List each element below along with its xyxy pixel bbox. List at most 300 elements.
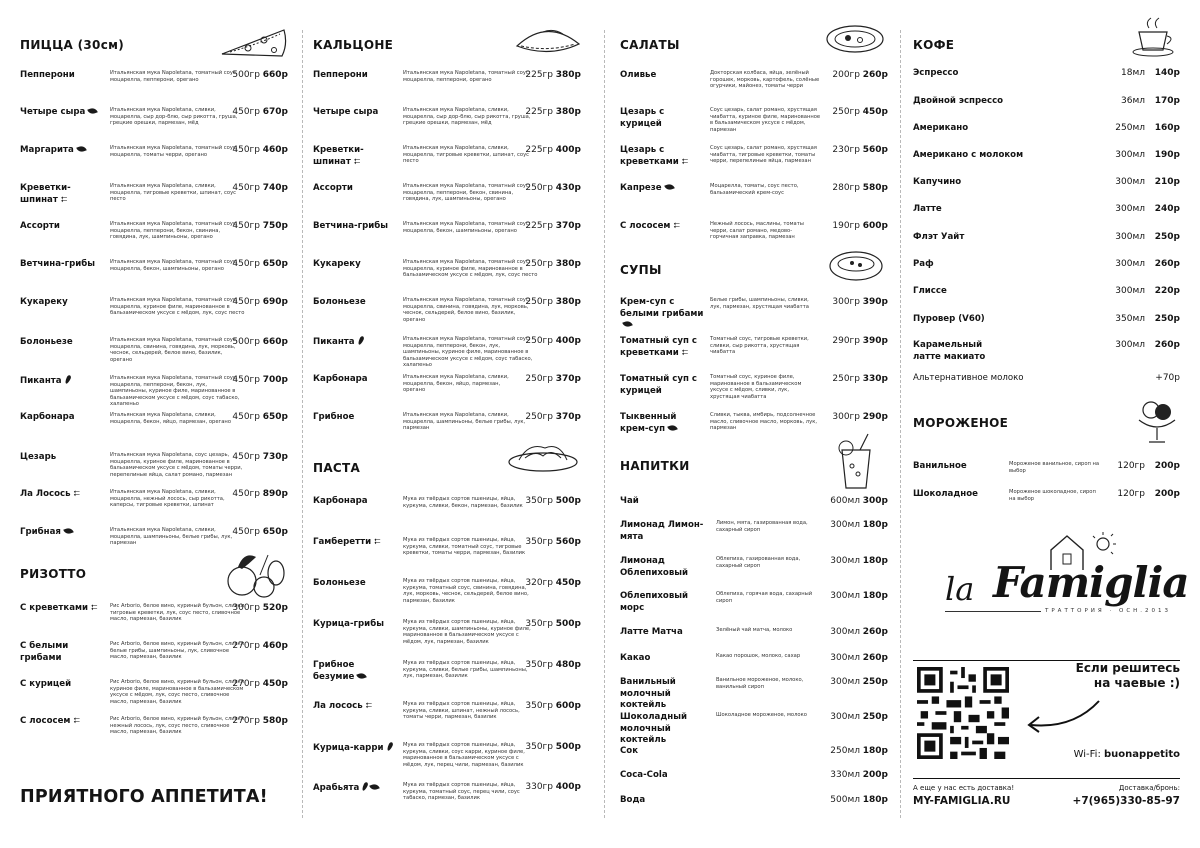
calzone-illustration-icon bbox=[513, 22, 583, 60]
item-weight: 300мл bbox=[1115, 286, 1145, 296]
menu-item bbox=[913, 150, 1180, 176]
menu-item bbox=[913, 340, 1180, 366]
item-price: 330р bbox=[862, 374, 888, 384]
item-weight: 18мл bbox=[1121, 68, 1145, 78]
item-name: Шоколадный молочный коктейль bbox=[620, 712, 688, 745]
item-description: Шоколадное мороженое, молоко bbox=[716, 712, 807, 718]
item-name: Тыквенный крем-суп bbox=[620, 412, 677, 434]
item-name: Сок bbox=[620, 746, 639, 756]
menu-item bbox=[313, 619, 581, 653]
farewell-heading: ПРИЯТНОГО АППЕТИТА! bbox=[20, 787, 268, 807]
item-weight: 300мл bbox=[1115, 340, 1145, 350]
phone-number[interactable]: +7(965)330-85-97 bbox=[1072, 795, 1180, 807]
item-price: 250р bbox=[1154, 232, 1180, 242]
menu-column-salads-soups-drinks bbox=[620, 0, 888, 848]
item-price: 250р bbox=[1154, 314, 1180, 324]
item-name: Цезарь bbox=[20, 452, 57, 462]
item-description: Итальянская мука Napoletana, томатный соус, моцарелла, бекон, шампиньоны, орегано bbox=[110, 259, 238, 272]
item-weight: 300мл bbox=[830, 591, 860, 601]
item-description: Рис Arborio, белое вино, куриный бульон, сливки, тигровые креветки, лук, соус песто, сливочное масло, пармезан, базилик bbox=[110, 603, 246, 622]
seafood-fish-icon: ⮄ bbox=[73, 489, 80, 498]
section-title-calzone: КАЛЬЦОНЕ bbox=[313, 38, 394, 52]
item-description: Итальянская мука Napoletana, сливки, моцарелла, тигровые креветки, шпинат, соус песто bbox=[403, 145, 530, 164]
item-name: Шоколадное bbox=[913, 489, 978, 499]
menu-item bbox=[620, 145, 888, 179]
seafood-fish-icon: ⮄ bbox=[365, 701, 373, 710]
item-price: 690р bbox=[262, 297, 288, 307]
item-weight: 250гр bbox=[525, 412, 553, 422]
item-weight: 36мл bbox=[1121, 96, 1145, 106]
item-name: Томатный суп с креветками ⮄ bbox=[620, 336, 698, 358]
item-weight: 350гр bbox=[525, 496, 553, 506]
item-weight: 350гр bbox=[525, 537, 553, 547]
item-price: 560р bbox=[862, 145, 888, 155]
item-name: С белыми грибами bbox=[20, 641, 69, 663]
item-description: Итальянская мука Napoletana, томатный соус, моцарелла, пепперони, орегано bbox=[403, 70, 531, 83]
item-weight: 450гр bbox=[232, 145, 260, 155]
item-price: 370р bbox=[555, 374, 581, 384]
delivery-note: А еще у нас есть доставка! bbox=[913, 784, 1015, 792]
item-description: Итальянская мука Napoletana, сливки, моцарелла, сыр дор-блю, сыр рикотта, груша, грецкие орешки, пармезан, мёд bbox=[403, 107, 531, 126]
item-price: 140р bbox=[1154, 68, 1180, 78]
item-weight: 270гр bbox=[232, 641, 260, 651]
item-description: Итальянская мука Napoletana, томатный соус, моцарелла, пепперони, орегано bbox=[110, 70, 238, 83]
vegetarian-leaf-icon bbox=[664, 183, 675, 192]
item-price: 380р bbox=[555, 70, 581, 80]
item-weight: 300мл bbox=[830, 712, 860, 722]
item-price: 700р bbox=[262, 375, 288, 385]
menu-item bbox=[913, 259, 1180, 285]
item-description: Мука из твёрдых сортов пшеницы, яйца, куркума, томатный соус, перец чили, соус табаско, пармезан, базилик bbox=[403, 782, 520, 801]
item-description: Итальянская мука Napoletana, сливки, моцарелла, сыр дор-блю, сыр рикотта, груша, грецкие орешки, пармезан, мёд bbox=[110, 107, 238, 126]
menu-item bbox=[620, 336, 888, 370]
menu-item bbox=[20, 337, 288, 371]
item-name: Грибное безумие bbox=[313, 660, 375, 683]
item-name: Пиканта bbox=[20, 375, 112, 388]
item-weight: 500мл bbox=[830, 795, 860, 805]
vegetarian-leaf-icon bbox=[370, 783, 381, 792]
item-price: 430р bbox=[555, 183, 581, 193]
wifi-info bbox=[1074, 749, 1180, 760]
item-description: Мука из твёрдых сортов пшеницы, яйца, куркума, томатный соус, свинина, говядина, лук, морковь, чеснок, сельдерей, белое вино, пармезан, базилик bbox=[403, 578, 529, 604]
item-description: Облепиха, газированная вода, сахарный сироп bbox=[716, 556, 801, 569]
item-price: 450р bbox=[555, 578, 581, 588]
item-description: Итальянская мука Napoletana, томатный соус, моцарелла, свинина, говядина, лук, морковь, чеснок, сельдерей, белое вино, базилик, орегано bbox=[110, 337, 238, 363]
seafood-fish-icon: ⮄ bbox=[681, 347, 689, 357]
item-price: +70р bbox=[1155, 373, 1180, 383]
item-name: Крем-суп с белыми грибами bbox=[620, 297, 706, 332]
item-price: 160р bbox=[1154, 123, 1180, 133]
item-weight: 350гр bbox=[525, 742, 553, 752]
item-weight: 450гр bbox=[232, 527, 260, 537]
spicy-chili-icon bbox=[362, 782, 369, 792]
item-name: Чай bbox=[620, 496, 639, 506]
item-description: Мука из твёрдых сортов пшеницы, яйца, куркума, сливки, шпинат, нежный лосось, томаты черри, пармезан, базилик bbox=[403, 701, 520, 720]
item-weight: 320гр bbox=[525, 578, 553, 588]
column-divider bbox=[302, 30, 303, 818]
item-price: 300р bbox=[862, 496, 888, 506]
item-name: Болоньезе bbox=[20, 337, 73, 347]
item-price: 650р bbox=[262, 412, 288, 422]
item-price: 650р bbox=[262, 259, 288, 269]
item-description: Итальянская мука Napoletana, томатный соус, моцарелла, куриное филе, маринованное в бальзамическом уксусе с мёдом, лук, соус песто bbox=[403, 259, 538, 278]
item-name: Болоньезе bbox=[313, 297, 366, 307]
item-weight: 225гр bbox=[525, 145, 553, 155]
item-name: Двойной эспрессо bbox=[913, 96, 1004, 106]
item-description: Итальянская мука Napoletana, томатный соус, моцарелла, пепперони, бекон, свинина, говядина, лук, шампиньоны, орегано bbox=[110, 221, 238, 240]
item-description: Облепиха, горячая вода, сахарный сироп bbox=[716, 591, 813, 604]
item-name: Пепперони bbox=[20, 70, 75, 80]
coffee-cup-icon bbox=[1129, 14, 1181, 58]
item-name: Лимонад Лимон-мята bbox=[620, 520, 704, 542]
item-name: Карбонара bbox=[20, 412, 75, 422]
item-price: 580р bbox=[262, 716, 288, 726]
item-name: Маргарита bbox=[20, 145, 112, 157]
menu-item bbox=[20, 452, 288, 486]
item-description: Рис Arborio, белое вино, куриный бульон, сливки, куриное филе, маринованное в бальзамическом уксусе с мёдом, лук, соус песто, сливочное масло, пармезан, базилик bbox=[110, 679, 246, 705]
menu-item bbox=[20, 70, 288, 104]
item-weight: 300мл bbox=[830, 520, 860, 530]
menu-item bbox=[913, 96, 1180, 122]
menu-item bbox=[313, 374, 581, 408]
item-weight: 450гр bbox=[232, 375, 260, 385]
item-name: Ванильное bbox=[913, 461, 967, 471]
section-title-drinks: НАПИТКИ bbox=[620, 459, 690, 473]
menu-item bbox=[20, 107, 288, 141]
item-price: 650р bbox=[262, 527, 288, 537]
seafood-fish-icon: ⮄ bbox=[73, 716, 80, 725]
item-description: Нежный лосось, маслины, томаты черри, салат романо, медово-горчичная заправка, пармезан bbox=[710, 221, 804, 240]
item-name: Гамберетти ⮄ bbox=[313, 537, 381, 547]
logo-underline bbox=[945, 611, 1041, 612]
logo-text-famiglia: Famiglia bbox=[993, 558, 1189, 607]
menu-item bbox=[313, 701, 581, 735]
item-name: Пепперони bbox=[313, 70, 368, 80]
section-title-coffee: КОФЕ bbox=[913, 38, 955, 52]
item-weight: 270гр bbox=[232, 716, 260, 726]
item-weight: 300мл bbox=[830, 556, 860, 566]
menu-item bbox=[20, 297, 288, 331]
menu-item bbox=[913, 489, 1180, 519]
item-weight: 300гр bbox=[832, 297, 860, 307]
item-price: 210р bbox=[1154, 177, 1180, 187]
item-name: Латте bbox=[913, 204, 942, 214]
item-price: 750р bbox=[262, 221, 288, 231]
menu-item bbox=[620, 520, 888, 554]
pasta-plate-icon bbox=[505, 438, 581, 474]
item-weight: 300гр bbox=[232, 603, 260, 613]
item-weight: 250гр bbox=[525, 183, 553, 193]
tip-message: Если решитесь на чаевые :) bbox=[1075, 661, 1180, 690]
menu-item bbox=[313, 297, 581, 331]
menu-item bbox=[20, 412, 288, 446]
item-name: Вода bbox=[620, 795, 646, 805]
menu-column-calzone-pasta bbox=[313, 0, 581, 848]
item-name: С лососем ⮄ bbox=[20, 716, 80, 726]
item-name: Карамельный латте макиато bbox=[913, 340, 986, 362]
item-price: 370р bbox=[555, 221, 581, 231]
item-weight: 300мл bbox=[830, 653, 860, 663]
item-description: Какао порошок, молоко, сахар bbox=[716, 653, 801, 659]
item-name: Глиссе bbox=[913, 286, 947, 296]
item-weight: 450гр bbox=[232, 259, 260, 269]
item-weight: 200гр bbox=[832, 70, 860, 80]
item-name: Грибное bbox=[313, 412, 355, 422]
salad-bowl-icon bbox=[824, 22, 886, 56]
item-weight: 250мл bbox=[830, 746, 860, 756]
item-price: 390р bbox=[862, 297, 888, 307]
item-price: 660р bbox=[262, 337, 288, 347]
item-weight: 350гр bbox=[525, 619, 553, 629]
item-name: Ла лосось ⮄ bbox=[313, 701, 373, 711]
section-title-pizza: ПИЦЦА (30см) bbox=[20, 38, 125, 52]
menu-item bbox=[313, 107, 581, 141]
item-price: 240р bbox=[1154, 204, 1180, 214]
item-description: Итальянская мука Napoletana, сливки, моцарелла, бекон, яйцо, пармезан, орегано bbox=[403, 374, 509, 393]
menu-item bbox=[620, 183, 888, 217]
seafood-fish-icon: ⮄ bbox=[353, 156, 361, 166]
item-name: Пуровер (V60) bbox=[913, 314, 985, 324]
logo-text-la: la bbox=[945, 570, 975, 608]
item-weight: 450гр bbox=[232, 412, 260, 422]
booking-label: Доставка/бронь: bbox=[1118, 784, 1180, 792]
seafood-fish-icon: ⮄ bbox=[374, 537, 381, 546]
item-name: Цезарь с курицей bbox=[620, 107, 665, 129]
menu-item bbox=[313, 660, 581, 694]
item-weight: 300мл bbox=[1115, 204, 1145, 214]
menu-item bbox=[313, 145, 581, 179]
menu-item bbox=[620, 795, 888, 829]
item-description: Мука из твёрдых сортов пшеницы, яйца, куркума, сливки, томатный соус, тигровые креветки, томаты черри, пармезан, базилик bbox=[403, 537, 526, 556]
item-name: С лососем ⮄ bbox=[620, 221, 680, 231]
item-weight: 230гр bbox=[832, 145, 860, 155]
tips-qr-block bbox=[913, 660, 1180, 770]
item-weight: 300мл bbox=[1115, 232, 1145, 242]
logo-subtitle: ТРАТТОРИЯ · ОСН.2013 bbox=[1045, 608, 1172, 614]
item-price: 400р bbox=[555, 145, 581, 155]
item-description: Итальянская мука Napoletana, сливки, моцарелла, тигровые креветки, шпинат, соус песто bbox=[110, 183, 237, 202]
item-price: 200р bbox=[862, 770, 888, 780]
menu-item bbox=[20, 489, 288, 523]
menu-item bbox=[20, 259, 288, 293]
menu-column-pizza-risotto bbox=[20, 0, 288, 848]
menu-item bbox=[620, 70, 888, 104]
menu-item bbox=[913, 286, 1180, 312]
item-weight: 250гр bbox=[525, 374, 553, 384]
item-weight: 250мл bbox=[1115, 123, 1145, 133]
item-description: Итальянская мука Napoletana, сливки, моцарелла, бекон, яйцо, пармезан, орегано bbox=[110, 412, 231, 425]
seafood-fish-icon: ⮄ bbox=[681, 156, 689, 166]
item-price: 670р bbox=[262, 107, 288, 117]
item-name: Ассорти bbox=[20, 221, 60, 231]
website-link[interactable]: MY-FAMIGLIA.RU bbox=[913, 795, 1011, 807]
item-name: Американо bbox=[913, 123, 969, 133]
column-divider bbox=[900, 30, 901, 818]
item-name: Ла Лосось ⮄ bbox=[20, 489, 80, 499]
item-weight: 190гр bbox=[832, 221, 860, 231]
menu-item bbox=[913, 232, 1180, 258]
item-weight: 350гр bbox=[525, 660, 553, 670]
item-price: 370р bbox=[555, 412, 581, 422]
soup-bowl-icon bbox=[826, 246, 886, 288]
item-price: 170р bbox=[1154, 96, 1180, 106]
menu-item bbox=[913, 123, 1180, 149]
item-name: Кукареку bbox=[20, 297, 68, 307]
item-name: Карбонара bbox=[313, 374, 368, 384]
item-price: 260р bbox=[862, 70, 888, 80]
item-name: Четыре сыра bbox=[20, 107, 112, 119]
spicy-chili-icon bbox=[357, 336, 364, 346]
item-name: Кукареку bbox=[313, 259, 361, 269]
item-price: 450р bbox=[262, 679, 288, 689]
item-name: Флэт Уайт bbox=[913, 232, 965, 242]
item-weight: 350мл bbox=[1115, 314, 1145, 324]
item-name: Ветчина-грибы bbox=[313, 221, 389, 231]
menu-item bbox=[20, 375, 288, 409]
menu-item bbox=[313, 336, 581, 370]
item-price: 260р bbox=[1154, 340, 1180, 350]
item-description: Итальянская мука Napoletana, томатный соус, моцарелла, пепперони, бекон, лук, шампиньоны, куриное филе, маринованное в бальзамическом уксусе с мёдом, соус табаско, халапеньо bbox=[110, 375, 240, 407]
menu-item bbox=[313, 70, 581, 104]
menu-item bbox=[20, 716, 288, 750]
section-title-icecream: МОРОЖЕНОЕ bbox=[913, 416, 1009, 430]
item-name: Ассорти bbox=[313, 183, 353, 193]
item-price: 250р bbox=[862, 677, 888, 687]
item-price: 460р bbox=[262, 145, 288, 155]
qr-code-icon[interactable] bbox=[917, 667, 1009, 759]
menu-item bbox=[313, 537, 581, 571]
menu-item bbox=[620, 297, 888, 331]
menu-item bbox=[20, 679, 288, 713]
vegetarian-leaf-icon bbox=[76, 145, 87, 154]
menu-item bbox=[313, 782, 581, 816]
menu-item bbox=[913, 204, 1180, 230]
item-price: 380р bbox=[555, 297, 581, 307]
item-weight: 225гр bbox=[525, 221, 553, 231]
menu-item bbox=[20, 183, 288, 217]
item-description: Сливки, тыква, имбирь, подсолнечное масло, сливочное масло, морковь, лук, пармезан bbox=[710, 412, 817, 431]
item-price: 600р bbox=[555, 701, 581, 711]
vegetables-illustration-icon bbox=[220, 545, 290, 603]
icecream-bowl-icon bbox=[1135, 394, 1179, 446]
item-price: 200р bbox=[1154, 461, 1180, 471]
item-price: 500р bbox=[555, 496, 581, 506]
item-price: 600р bbox=[862, 221, 888, 231]
menu-item bbox=[313, 221, 581, 255]
item-description: Итальянская мука Napoletana, сливки, моцарелла, шампиньоны, белые грибы, лук, пармезан bbox=[110, 527, 233, 546]
item-description: Итальянская мука Napoletana, соус цезарь, моцарелла, куриное филе, маринованное в бальзамическом уксусе с мёдом, томаты черри, перепелиные яйца, салат романо, пармезан bbox=[110, 452, 243, 478]
seafood-fish-icon: ⮄ bbox=[673, 221, 680, 230]
item-price: 390р bbox=[862, 336, 888, 346]
item-price: 180р bbox=[862, 795, 888, 805]
item-description: Итальянская мука Napoletana, томатный соус, моцарелла, пепперони, бекон, свинина, говядина, лук, шампиньоны, орегано bbox=[403, 183, 531, 202]
item-name: Капрезе bbox=[620, 183, 712, 195]
item-weight: 250гр bbox=[525, 259, 553, 269]
item-name: Томатный суп с курицей bbox=[620, 374, 698, 396]
menu-item bbox=[620, 591, 888, 625]
item-description: Томатный соус, куриное филе, маринованное в бальзамическом уксусе с мёдом, сливки, лук, хрустящая чиабатта bbox=[710, 374, 802, 400]
item-price: 200р bbox=[1154, 489, 1180, 499]
item-description: Моцарелла, томаты, соус песто, бальзамический крем-соус bbox=[710, 183, 799, 196]
menu-item bbox=[913, 314, 1180, 340]
item-description: Соус цезарь, салат романо, хрустящая чиабатта, тигровые креветки, томаты черри, перепелиные яйца, пармезан bbox=[710, 145, 817, 164]
item-price: 660р bbox=[262, 70, 288, 80]
menu-item bbox=[913, 68, 1180, 94]
item-weight: 450гр bbox=[232, 297, 260, 307]
item-weight: 250гр bbox=[832, 107, 860, 117]
item-weight: 250гр bbox=[525, 297, 553, 307]
item-name: С курицей bbox=[20, 679, 72, 689]
menu-item bbox=[313, 259, 581, 293]
item-weight: 270гр bbox=[232, 679, 260, 689]
item-description: Докторская колбаса, яйца, зелёный горошек, морковь, картофель, солёные огурчики, майонез, томаты черри bbox=[710, 70, 820, 89]
item-price: 220р bbox=[1154, 286, 1180, 296]
item-description: Мука из твёрдых сортов пшеницы, яйца, куркума, сливки, соус карри, куриное филе, маринованное в бальзамическом уксусе с мёдом, лук, перец чили, пармезан, базилик bbox=[403, 742, 525, 768]
item-price: 730р bbox=[262, 452, 288, 462]
item-weight: 450гр bbox=[232, 183, 260, 193]
item-weight: 120гр bbox=[1117, 489, 1145, 499]
item-name: Креветки-шпинат ⮄ bbox=[20, 183, 71, 205]
item-name: Какао bbox=[620, 653, 651, 663]
spicy-chili-icon bbox=[386, 742, 393, 752]
section-title-soups: СУПЫ bbox=[620, 263, 662, 277]
menu-item bbox=[620, 374, 888, 408]
item-price: 380р bbox=[555, 259, 581, 269]
item-description: Итальянская мука Napoletana, сливки, моцарелла, нежный лосось, сыр рикотта, каперсы, тигровые креветки, шпинат bbox=[110, 489, 225, 508]
item-weight: 450гр bbox=[232, 489, 260, 499]
menu-item bbox=[620, 712, 888, 746]
item-price: 180р bbox=[862, 591, 888, 601]
item-name: Карбонара bbox=[313, 496, 368, 506]
item-price: 480р bbox=[555, 660, 581, 670]
item-weight: 350гр bbox=[525, 701, 553, 711]
item-weight: 250гр bbox=[832, 374, 860, 384]
item-price: 560р bbox=[555, 537, 581, 547]
item-description: Рис Arborio, белое вино, куриный бульон, сливки, белые грибы, шампиньоны, лук, сливочное масло, пармезан, базилик bbox=[110, 641, 246, 660]
item-name: Эспрессо bbox=[913, 68, 959, 78]
item-weight: 300гр bbox=[832, 412, 860, 422]
arrow-left-icon bbox=[1023, 695, 1103, 735]
item-name: Ветчина-грибы bbox=[20, 259, 96, 269]
menu-item bbox=[313, 183, 581, 217]
item-name: Четыре сыра bbox=[313, 107, 379, 117]
item-weight: 300мл bbox=[1115, 177, 1145, 187]
item-weight: 600мл bbox=[830, 496, 860, 506]
item-name: Арабьята bbox=[313, 782, 405, 795]
item-weight: 300мл bbox=[1115, 150, 1145, 160]
item-weight: 330мл bbox=[830, 770, 860, 780]
menu-item bbox=[913, 461, 1180, 491]
menu-item bbox=[313, 742, 581, 776]
item-price: 890р bbox=[262, 489, 288, 499]
item-price: 180р bbox=[862, 746, 888, 756]
item-price: 260р bbox=[862, 653, 888, 663]
column-divider bbox=[604, 30, 605, 818]
item-price: 180р bbox=[862, 520, 888, 530]
item-description: Итальянская мука Napoletana, томатный соус, моцарелла, бекон, шампиньоны, орегано bbox=[403, 221, 531, 234]
item-description: Мороженое ванильное, сироп на выбор bbox=[1009, 461, 1100, 474]
item-weight: 120гр bbox=[1117, 461, 1145, 471]
wifi-label: Wi-Fi: bbox=[1073, 749, 1101, 760]
item-name: Латте Матча bbox=[620, 627, 683, 637]
item-name: Болоньезе bbox=[313, 578, 366, 588]
seafood-fish-icon: ⮄ bbox=[60, 194, 68, 204]
item-weight: 330гр bbox=[525, 782, 553, 792]
item-name: Цезарь с креветками ⮄ bbox=[620, 145, 689, 167]
menu-item bbox=[620, 556, 888, 590]
item-name: Курица-грибы bbox=[313, 619, 384, 629]
item-description: Рис Arborio, белое вино, куриный бульон, сливки, нежный лосось, лук, соус песто, сливочное масло, пармезан, базилик bbox=[110, 716, 246, 735]
